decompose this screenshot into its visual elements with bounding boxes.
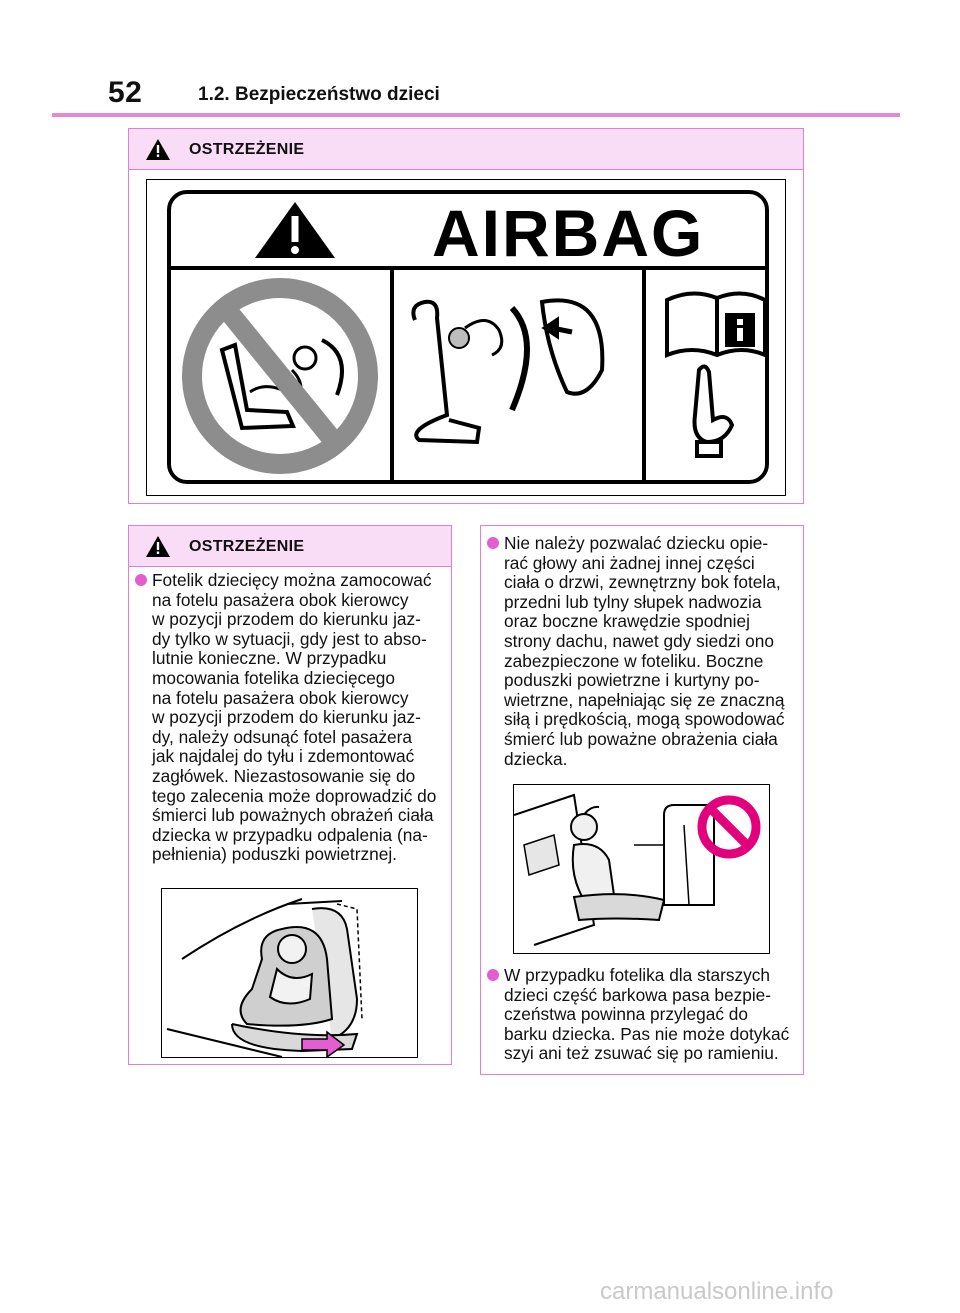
- bullet-text: Fotelik dziecięcy można zamocować na fotelu pasażera obok kierowcy w pozycji przodem do kierunku jaz- dy tylko w sytuacji, gdy jest to abso- lutnie konieczne. W przypadku mocowania fotelika dziecięcego na fotelu pasażera obok kierowcy w pozycji przodem do kierunku jaz- dy, należy odsunąć fotel pasażera jak najdalej do tyłu i zdemontować zagłówek. Niezastosowanie się do tego zalecenia może doprowadzić do śmierci lub poważnych obrażeń ciała dziecka w przypadku odpalenia (na- pełnienia) poduszki powietrznej.: [152, 570, 437, 865]
- page-number: 52: [108, 76, 143, 109]
- airbag-warning-label-illustration: [146, 179, 786, 496]
- warning-triangle-icon: [146, 536, 170, 557]
- bullet-dot-icon: [135, 574, 147, 586]
- watermark: carmanualsonline.info: [600, 1278, 834, 1305]
- list-item: [152, 571, 452, 865]
- bullet-dot-icon: [487, 969, 499, 981]
- warning-triangle-icon: [146, 139, 170, 160]
- bullet-text: Nie należy pozwalać dziecku opie- rać głowy ani żadnej innej części ciała o drzwi, zewnętrzny bok fotela, przedni lub tylny słupek nadwozia oraz boczne krawędzie spodniej strony dachu, nawet gdy siedzi ono zabezpieczone w foteliku. Boczne poduszki powietrzne i kurtyny po- wietrzne, napełniając się ze znaczną siłą i prędkością, mogą spowodować śmierć lub poważne obrażenia ciała dziecka.: [504, 533, 785, 769]
- warning-box-left: [128, 525, 452, 1065]
- forward-facing-child-seat-illustration: [161, 888, 418, 1058]
- list-item: [504, 534, 804, 769]
- warning-label: OSTRZEŻENIE: [189, 538, 305, 555]
- header-rule: [52, 113, 900, 117]
- bullet-dot-icon: [487, 537, 499, 549]
- child-seat-svg: [162, 889, 417, 1057]
- warning-header: [129, 526, 451, 567]
- list-item: [504, 966, 804, 1064]
- child-leaning-on-door-illustration: [513, 784, 770, 954]
- section-title: 1.2. Bezpieczeństwo dzieci: [198, 84, 440, 105]
- warning-header: [129, 129, 803, 170]
- child-door-svg: [514, 785, 769, 953]
- warning-label: OSTRZEŻENIE: [189, 141, 305, 158]
- bullet-text: W przypadku fotelika dla starszych dzieci część barkowa pasa bezpie- czeństwa powinna przylegać do barku dziecka. Pas nie może dotykać szyi ani też zsuwać się po ramieniu.: [504, 965, 790, 1064]
- airbag-text: AIRBAG: [432, 196, 705, 270]
- warning-box-top: [128, 128, 804, 504]
- warning-box-right: [480, 525, 804, 1075]
- airbag-label-svg: [147, 180, 785, 495]
